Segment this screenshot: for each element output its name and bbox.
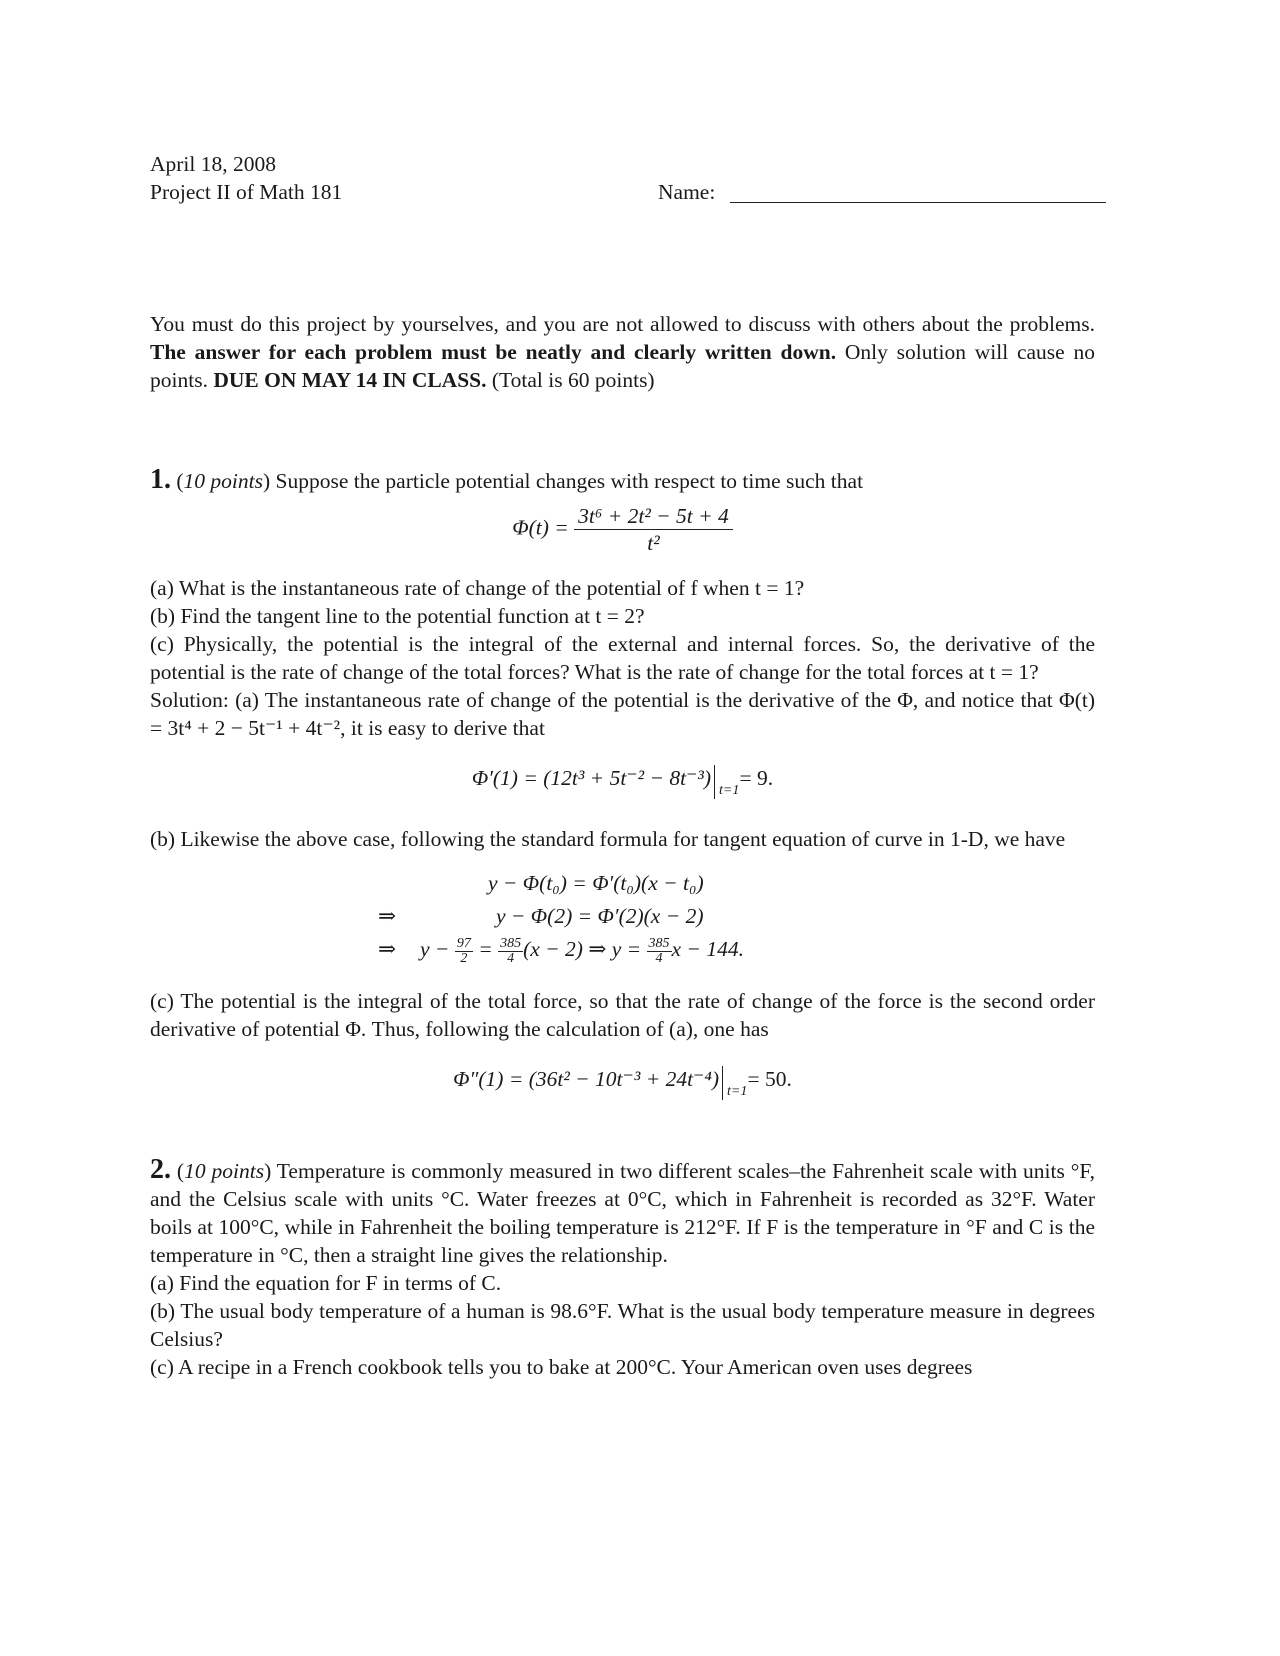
problem-2-points: 10 points bbox=[184, 1159, 265, 1183]
solution-a: Solution: (a) The instantaneous rate of change of the potential is the derivative of the Φ, and notice that Φ(t) = 3t⁴ + 2 − 5t⁻¹ + 4t⁻², it is easy to derive that bbox=[150, 688, 1095, 740]
equals-sign: = bbox=[478, 937, 493, 961]
problem-1-number: 1. bbox=[150, 464, 171, 495]
solution-b: (b) Likewise the above case, following the standard formula for tangent equation of curve in 1-D, we have bbox=[150, 827, 1066, 851]
tangent-final-rhs: x − 144. bbox=[671, 937, 744, 961]
phi-fraction bbox=[574, 503, 733, 556]
project-title: Project II of Math 181 bbox=[150, 180, 343, 204]
problem-2-question-a: (a) Find the equation for F in terms of C. bbox=[150, 1271, 502, 1295]
problem-2-question-c: (c) A recipe in a French cookbook tells you to bake at 200°C. Your American oven uses degrees bbox=[150, 1355, 973, 1379]
frac-385-4-num: 385 bbox=[500, 935, 522, 951]
frac-97-2-den: 2 bbox=[460, 950, 468, 966]
eval-bar bbox=[714, 765, 740, 799]
frac-385-4-den: 4 bbox=[507, 950, 515, 966]
date: April 18, 2008 bbox=[150, 152, 277, 176]
problem-1-question-c: (c) Physically, the potential is the integral of the external and internal forces. So, the derivative of the potential is the rate of change of the total forces? What is the rate of change for the total forces at t = 1? bbox=[150, 632, 1095, 684]
problem-2-heading: 2. (10 points) Temperature is commonly measured in two different scales–the Fahrenheit scale with units °F, and the Celsius scale with units °C. Water freezes at 0°C, which in Fahrenheit is recorded as 32°F. Water boils at 100°C, while in Fahrenheit the boiling temperature is 212°F. If F is the temperature in °F and C is the temperature in °C, then a straight line gives the relationship. bbox=[150, 1154, 1095, 1267]
problem-2-question-b: (b) The usual body temperature of a human is 98.6°F. What is the usual body temperature measure in degrees Celsius? bbox=[150, 1299, 1095, 1351]
frac-97-2 bbox=[455, 937, 473, 966]
tangent-final-lhs: y − bbox=[420, 937, 450, 961]
tangent-general: y − Φ(t₀) = Φ′(t₀)(x − t₀) bbox=[488, 871, 704, 895]
frac-385-4-a bbox=[498, 937, 523, 966]
problem-1-question-a: (a) What is the instantaneous rate of change of the potential of f when t = 1? bbox=[150, 576, 805, 600]
phi-lhs: Φ(t) = bbox=[512, 515, 569, 540]
frac-385-4-num-2: 385 bbox=[648, 935, 670, 951]
frac-385-4-b bbox=[647, 937, 672, 966]
problem-1-statement: Suppose the particle potential changes with respect to time such that bbox=[275, 469, 864, 493]
problem-2-number: 2. bbox=[150, 1154, 171, 1185]
name-blank-line bbox=[730, 202, 1106, 203]
problem-1-heading: 1. (10 points) Suppose the particle potential changes with respect to time such that bbox=[150, 464, 864, 495]
intro-text-1: You must do this project by yourselves, and you are not allowed to discuss with others about the problems. bbox=[150, 312, 1095, 336]
first-derivative-lhs: Φ′(1) = (12t³ + 5t⁻² − 8t⁻³) bbox=[471, 766, 712, 790]
problem-2-statement: Temperature is commonly measured in two different scales–the Fahrenheit scale with units °F, and the Celsius scale with units °C. Water freezes at 0°C, which in Fahrenheit is recorded as 32°F. Water boils at 100°C, while in Fahrenheit the boiling temperature is 212°F. If F is the temperature in °F and C is the temperature in °C, then a straight line gives the relationship. bbox=[150, 1159, 1095, 1267]
second-derivative-equation bbox=[150, 1065, 1095, 1100]
solution-c: (c) The potential is the integral of the total force, so that the rate of change of the force is the second order derivative of potential Φ. Thus, following the calculation of (a), one has bbox=[150, 989, 1095, 1041]
first-derivative-equation bbox=[150, 764, 1095, 799]
second-derivative-lhs: Φ″(1) = (36t² − 10t⁻³ + 24t⁻⁴) bbox=[453, 1067, 720, 1091]
intro-due-date: DUE ON MAY 14 IN CLASS. bbox=[213, 368, 487, 392]
tangent-final bbox=[420, 935, 744, 966]
problem-1-points: 10 points bbox=[183, 469, 263, 493]
implies-arrow-1: ⇒ bbox=[378, 904, 397, 928]
eval-bar-2 bbox=[722, 1066, 748, 1100]
header bbox=[150, 150, 1095, 210]
phi-definition-equation bbox=[150, 503, 1095, 556]
eval-point-2: t=1 bbox=[727, 1084, 748, 1099]
tangent-row-1 bbox=[150, 869, 1095, 901]
tangent-final-mid: (x − 2) ⇒ y = bbox=[523, 937, 642, 961]
phi-denominator: t² bbox=[647, 531, 660, 555]
tangent-row-2 bbox=[150, 902, 1095, 934]
name-label: Name: bbox=[658, 180, 716, 204]
instructions bbox=[150, 310, 1095, 394]
tangent-at-2: y − Φ(2) = Φ′(2)(x − 2) bbox=[496, 904, 704, 928]
phi-numerator: 3t⁶ + 2t² − 5t + 4 bbox=[574, 503, 733, 530]
second-derivative-result: = 50. bbox=[747, 1067, 792, 1091]
intro-bold-1: The answer for each problem must be neatly and clearly written down. bbox=[150, 340, 837, 364]
eval-point: t=1 bbox=[719, 783, 740, 798]
problem-1-question-b: (b) Find the tangent line to the potential function at t = 2? bbox=[150, 604, 645, 628]
tangent-line-derivation bbox=[150, 869, 1095, 969]
intro-text-2: Only solution will cause no points. bbox=[150, 340, 1096, 392]
document-page bbox=[150, 150, 1095, 1381]
intro-total: (Total is 60 points) bbox=[486, 368, 655, 392]
frac-385-4-den-2: 4 bbox=[655, 950, 663, 966]
first-derivative-result: = 9. bbox=[739, 766, 774, 790]
implies-arrow-2: ⇒ bbox=[378, 937, 397, 961]
frac-97-2-num: 97 bbox=[456, 935, 471, 951]
tangent-row-3 bbox=[150, 935, 1095, 967]
